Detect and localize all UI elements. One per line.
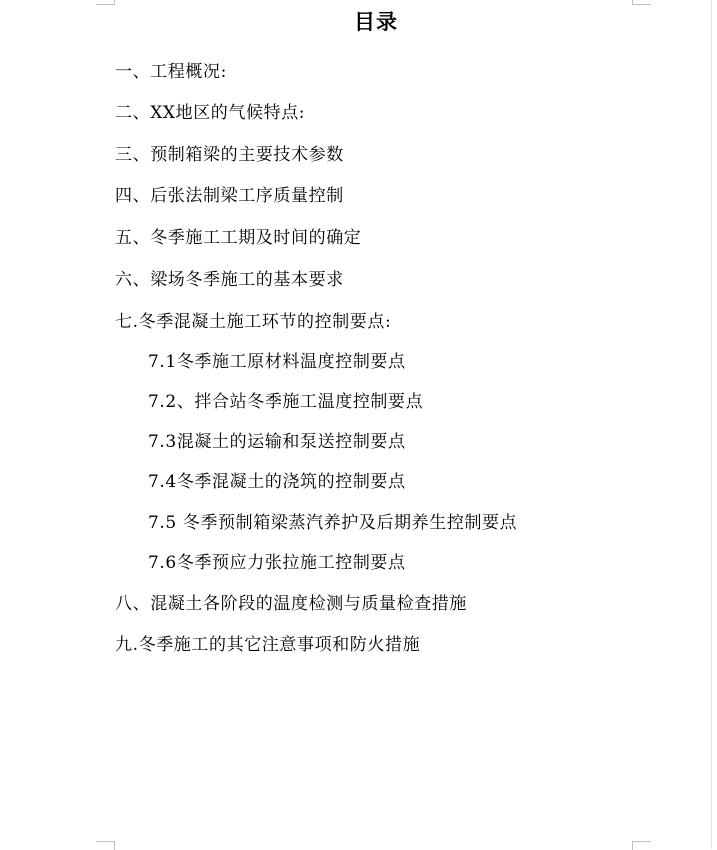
toc-item[interactable]: 一、工程概况: [115,62,227,82]
toc-title: 目录 [354,10,398,34]
toc-item[interactable]: 七.冬季混凝土施工环节的控制要点: [115,312,392,332]
toc-item[interactable]: 八、混凝土各阶段的温度检测与质量检查措施 [115,594,467,614]
toc-subitem[interactable]: 7.6冬季预应力张拉施工控制要点 [148,553,406,573]
toc-item[interactable]: 四、后张法制梁工序质量控制 [115,186,344,206]
toc-item[interactable]: 九.冬季施工的其它注意事项和防火措施 [115,635,421,655]
toc-item[interactable]: 五、冬季施工工期及时间的确定 [115,228,362,248]
toc-subitem[interactable]: 7.4冬季混凝土的浇筑的控制要点 [148,472,406,492]
toc-subitem[interactable]: 7.1冬季施工原材料温度控制要点 [148,352,406,372]
toc-item[interactable]: 二、XX地区的气候特点: [115,103,306,123]
toc-item[interactable]: 三、预制箱梁的主要技术参数 [115,145,344,165]
toc-item[interactable]: 六、梁场冬季施工的基本要求 [115,270,344,290]
toc-subitem[interactable]: 7.2、拌合站冬季施工温度控制要点 [148,392,424,412]
toc-subitem[interactable]: 7.5 冬季预制箱梁蒸汽养护及后期养生控制要点 [148,513,518,533]
toc-subitem[interactable]: 7.3混凝土的运输和泵送控制要点 [148,432,406,452]
